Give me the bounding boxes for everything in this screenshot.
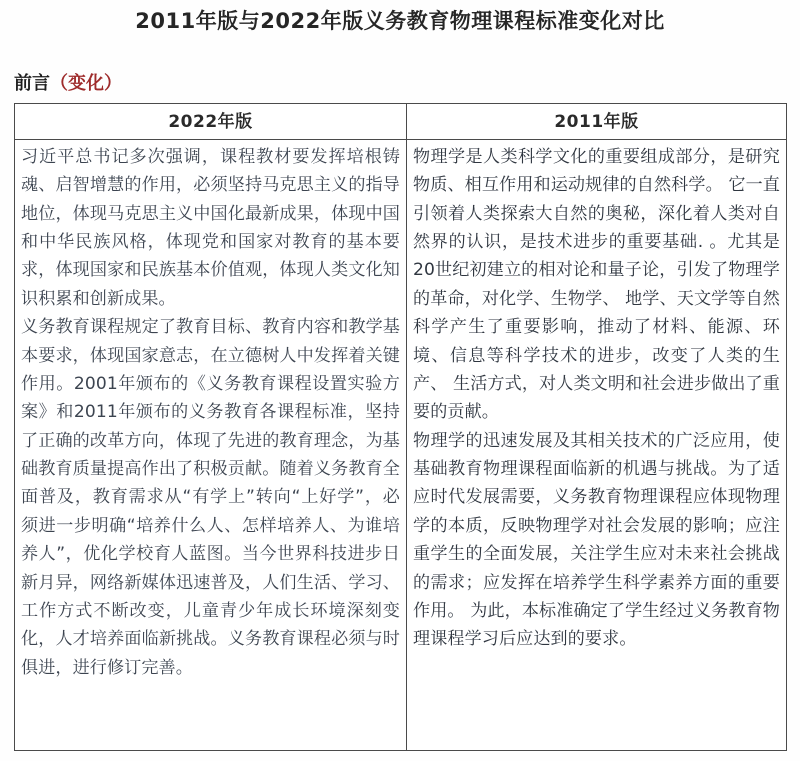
- section-heading-annotation: （变化）: [50, 73, 122, 95]
- paragraph-2011-1: 物理学是人类科学文化的重要组成部分，是研究物质、相互作用和运动规律的自然科学。 它一直引领着人类探索大自然的奥秘，深化着人类对自然界的认识，是技术进步的重要基础. 。尤其是20世纪初建立的相对论和量子论，引发了物理学的革命，对化学、生物学、 地学、天文学等自然科学产生了重要影响，推动了材料、能源、环境、信息等科学技术的进步，改变了人类的生产、 生活方式，对人类文明和社会进步做出了重要的贡献。: [413, 146, 780, 423]
- paragraph-2022-2: 义务教育课程规定了教育目标、教育内容和教学基本要求，体现国家意志，在立德树人中发挥着关键作用。2001年颁布的《义务教育课程设置实验方案》和2011年颁布的义务教育各课程标准，坚持了正确的改革方向，体现了先进的教育理念，为基础教育质量提高作出了积极贡献。随着义务教育全面普及，教育需求从“有学上”转向“上好学”，必须进一步明确“培养什么人、怎样培养人、为谁培养人”，优化学校育人蓝图。当今世界科技进步日新月异，网络新媒体迅速普及，人们生活、学习、工作方式不断改变，儿童青少年成长环境深刻变化，人才培养面临新挑战。义务教育课程必须与时俱进，进行修订完善。: [21, 317, 400, 678]
- column-header-2022: 2022年版: [15, 103, 407, 139]
- section-heading-text: 前言: [14, 73, 50, 95]
- table-row: [15, 139, 787, 750]
- paragraph-2022-1: 习近平总书记多次强调，课程教材要发挥培根铸魂、启智增慧的作用，必须坚持马克思主义的指导地位，体现马克思主义中国化最新成果，体现中国和中华民族风格，体现党和国家对教育的基本要求，体现国家和民族基本价值观，体现人类文化知识积累和创新成果。: [21, 146, 400, 309]
- paragraph-2011-2: 物理学的迅速发展及其相关技术的广泛应用，使基础教育物理课程面临新的机遇与挑战。为了适应时代发展需要，义务教育物理课程应体现物理学的本质，反映物理学对社会发展的影响；应注重学生的全面发展，关注学生应对未来社会挑战的需求；应发挥在培养学生科学素养方面的重要作用。 为此，本标准确定了学生经过义务教育物理课程学习后应达到的要求。: [413, 430, 780, 650]
- cell-2022-version: [15, 139, 407, 750]
- column-header-2011: 2011年版: [407, 103, 787, 139]
- cell-2011-body: [407, 140, 786, 750]
- page-title: 2011年版与2022年版义务教育物理课程标准变化对比: [135, 9, 665, 33]
- table-header-row: [15, 103, 787, 139]
- cell-2011-version: [407, 139, 787, 750]
- section-heading: [14, 73, 800, 95]
- comparison-table: [14, 103, 787, 751]
- cell-2022-body: [15, 140, 406, 750]
